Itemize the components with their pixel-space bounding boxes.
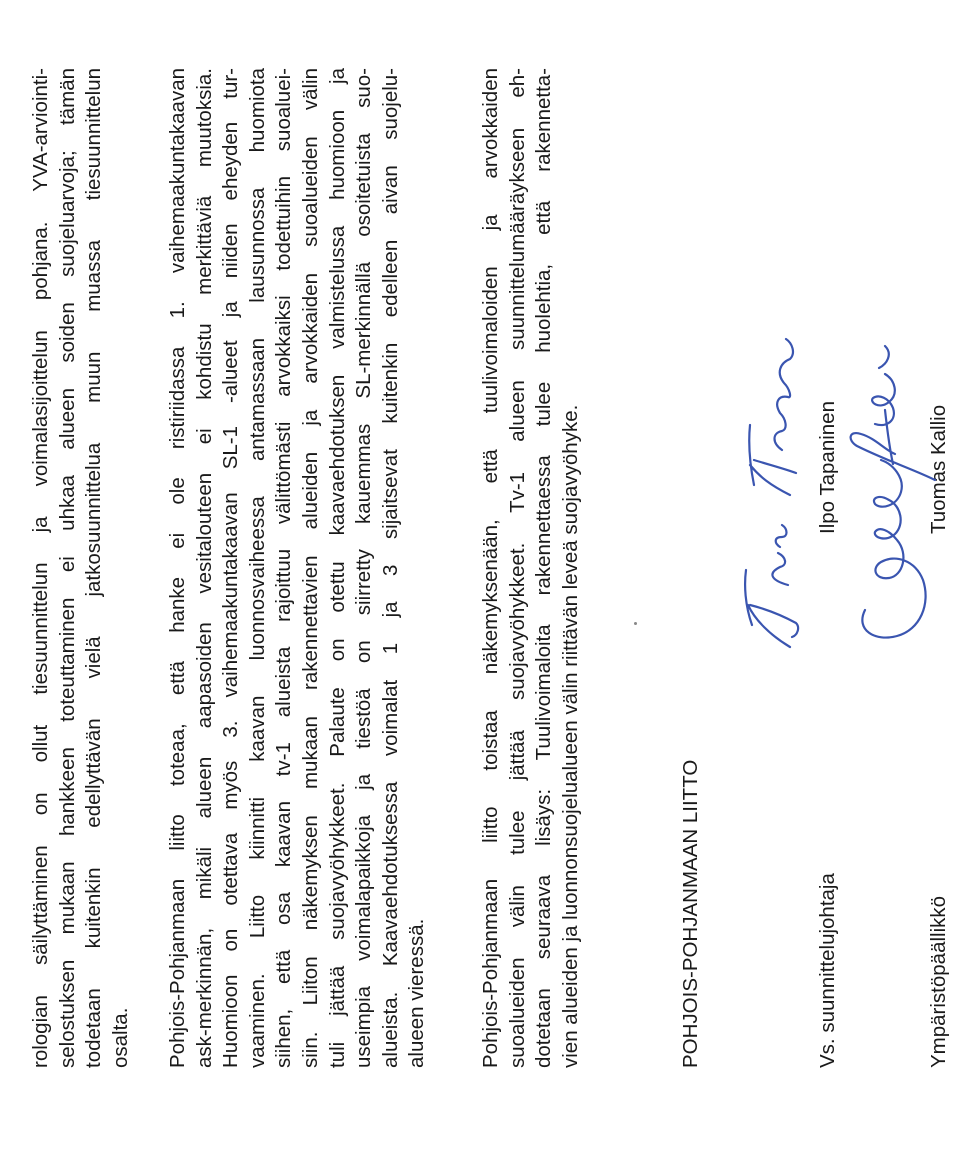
signatory-title: Ympäristöpäällikkö (927, 895, 950, 1068)
signatory-name: Tuomas Kallio (927, 404, 950, 534)
paragraph-yva-assessment (28, 68, 134, 1068)
text-line: Pohjois-Pohjanmaan liitto toteaa, että hanke ei ole ristiriidassa 1. vaihemaakuntakaavan (166, 68, 189, 1068)
signatory-name: Ilpo Tapaninen (816, 401, 839, 534)
text-line: osalta. (108, 1007, 132, 1068)
paragraph-regional-plan (165, 68, 431, 1068)
text-line: Huomioon on otettava myös 3. vaihemaakuntakaavan SL-1 -alueet ja niiden eheyden tur- (219, 68, 243, 1068)
text-line: vaaminen. Liitto kiinnitti kaavan luonnosvaiheessa antamassaan lausunnossa huomiota (245, 68, 269, 1068)
paragraph-buffer-zones (478, 68, 584, 1068)
text-line: todetaan kuitenkin edellyttävän vielä jatkosuunnittelua muun muassa tiesuunnittelun (82, 68, 106, 1068)
text-line: suoalueiden välin tulee jättää suojavyöhykkeet. Tv-1 alueen suunnittelumääräykseen eh- (505, 68, 529, 1068)
text-line: siin. Liiton näkemyksen mukaan rakennettavien alueiden ja arvokkaiden suoalueiden välin (298, 68, 322, 1068)
text-line: alueista. Kaavaehdotuksessa voimalat 1 ja 3 sijaitsevat kuitenkin edelleen aivan suojelu- (378, 68, 402, 1068)
text-line: alueen vieressä. (405, 918, 429, 1068)
scan-speck (634, 622, 637, 625)
text-line: Pohjois-Pohjanmaan liitto toistaa näkemyksenään, että tuulivoimaloiden ja arvokkaiden (479, 68, 502, 1068)
signature-tapaninen (730, 335, 810, 665)
text-line: vien alueiden ja luonnonsuojelualueen välin riittävän leveä suojavyöhyke. (558, 404, 582, 1068)
text-line: rologian säilyttäminen on ollut tiesuunnittelun ja voimalasijoittelun pohjana. YVA-arviointi- (29, 68, 52, 1068)
organization-name: POHJOIS-POHJANMAAN LIITTO (679, 759, 702, 1068)
text-line: tuli jättää suojavyöhykkeet. Palaute on otettu kaavaehdotuksen valmistelussa huomioon ja (325, 68, 349, 1068)
text-line: siihen, että osa kaavan tv-1 alueista rajoittuu välittömästi arvokkaiksi todettuihin suoaluei- (272, 68, 296, 1068)
text-line: ask-merkinnän, mikäli alueen aapasoiden vesitalouteen ei kohdistu merkittäviä muutoksia. (192, 68, 216, 1068)
text-line: selostuksen mukaan hankkeen toteuttaminen ei uhkaa alueen soiden suojeluarvoja; tämän (55, 68, 79, 1068)
signature-kallio (835, 340, 945, 650)
text-line: dotetaan seuraava lisäys: Tuulivoimaloita rakennettaessa tulee huolehtia, että rakennetta- (532, 68, 556, 1068)
text-line: useimpia voimalapaikkoja ja tiestöä on siirretty kauemmas SL-merkinnällä osoitetuista suo- (352, 68, 376, 1068)
signatory-title: Vs. suunnittelujohtaja (816, 873, 839, 1068)
